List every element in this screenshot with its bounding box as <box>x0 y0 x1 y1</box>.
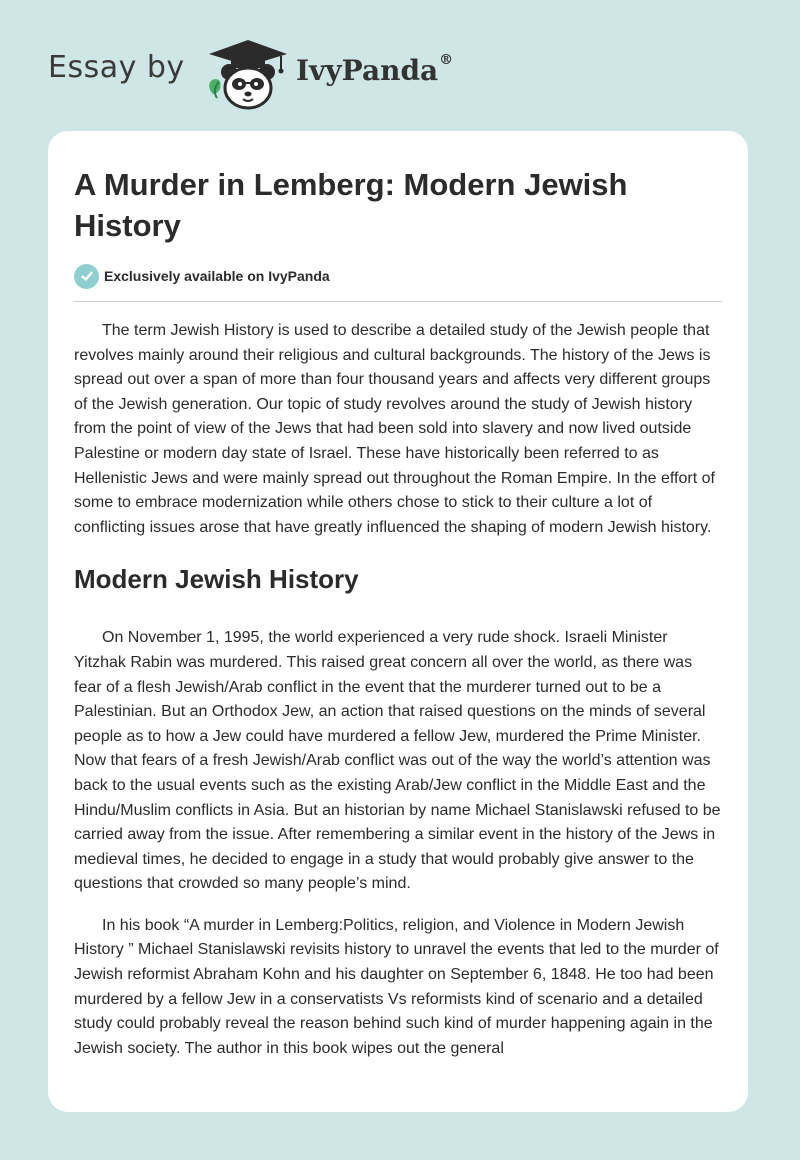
registered-mark: ® <box>439 52 454 68</box>
article-card <box>48 131 748 1112</box>
body-paragraph-1: On November 1, 1995, the world experienced a very rude shock. Israeli Minister Yitzhak Rabin was murdered. This raised great concern all over the world, as there was fear of a flesh Jewish/Arab conflict in the event that the murderer turned out to be a Palestinian. But an Orthodox Jew, an action that raised questions on the minds of several people as to how a Jew could have murdered a fellow Jew, murdered the Prime Minister. Now that fears of a fresh Jewish/Arab conflict was out of the way the world’s attention was back to the usual events such as the existing Arab/Jew conflict in the Middle East and the Hindu/Muslim conflicts in Asia. But an historian by name Michael Stanislawski refused to be carried away from the issue. After remembering a similar event in the history of the Jews in medieval times, he decided to engage in a study that would probably give answer to the questions that crowded so many people’s mind. <box>74 629 721 893</box>
panda-logo-icon[interactable] <box>203 36 293 110</box>
article-title: A Murder in Lemberg: Modern Jewish History <box>74 167 628 243</box>
badge-label: Exclusively available on IvyPanda <box>104 268 330 284</box>
divider <box>74 301 722 302</box>
section-heading: Modern Jewish History <box>74 564 359 595</box>
check-circle-icon <box>74 264 99 289</box>
exclusive-badge <box>74 263 722 289</box>
brand-name[interactable] <box>296 54 453 87</box>
site-header <box>48 28 748 112</box>
body-paragraph-2: In his book “A murder in Lemberg:Politics, religion, and Violence in Modern Jewish History ” Michael Stanislawski revisits history to unravel the events that led to the murder of Jewish reformist Abraham Kohn and his daughter on September 6, 1848. He too had been murdered by a fellow Jew in a conservatists Vs reformists kind of scenario and a detailed study could probably reveal the reason behind such kind of murder happening again in the Jewish society. The author in this book wipes out the general <box>74 916 719 1057</box>
intro-paragraph: The term Jewish History is used to describe a detailed study of the Jewish people that revolves mainly around their religious and cultural backgrounds. The history of the Jews is spread out over a span of more than four thousand years and affects very different groups of the Jewish generation. Our topic of study revolves around the study of Jewish history from the point of view of the Jews that had been sold into slavery and now lived outside Palestine or modern day state of Israel. These have historically been referred to as Hellenistic Jews and were mainly spread out throughout the Roman Empire. In the effort of some to embrace modernization while others chose to stick to their culture a lot of conflicting issues arose that have greatly influenced the shaping of modern Jewish history. <box>74 322 715 536</box>
brand-prefix: Essay by <box>48 50 185 85</box>
brand-name-text: IvyPanda <box>296 54 439 87</box>
